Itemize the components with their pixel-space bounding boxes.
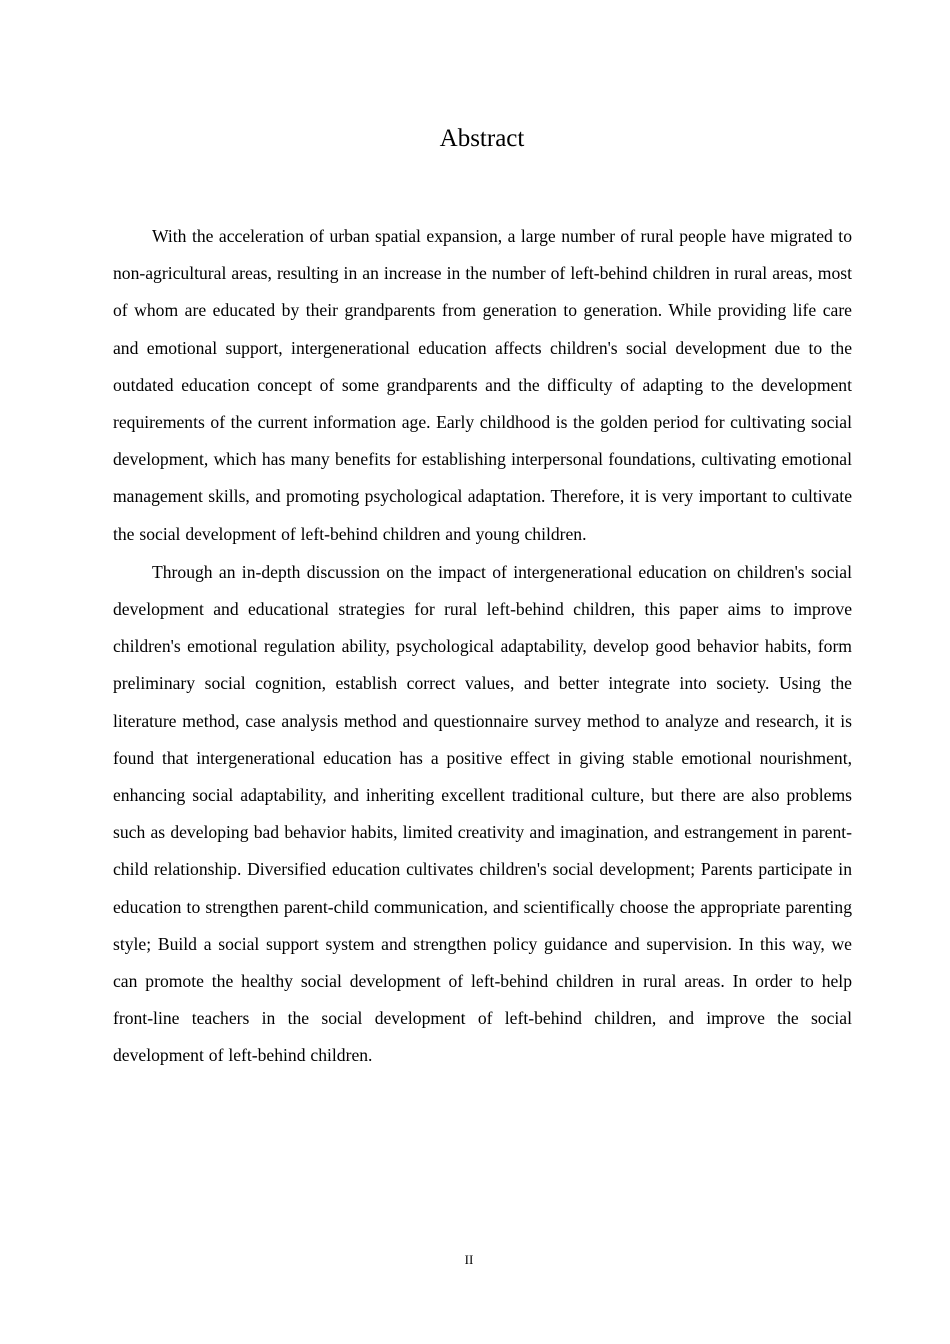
page-title: Abstract <box>439 125 525 152</box>
abstract-paragraph-1: With the acceleration of urban spatial expansion, a large number of rural people have migrated to non-agricultural areas, resulting in an increase in the number of left-behind children in rural areas, most of whom are educated by their grandparents from generation to generation. While providing life care and emotional support, intergenerational education affects children's social development due to the outdated education concept of some grandparents and the difficulty of adapting to the development requirements of the current information age. Early childhood is the golden period for cultivating social development, which has many benefits for establishing interpersonal foundations, cultivating emotional management skills, and promoting psychological adaptation. Therefore, it is very important to cultivate the social development of left-behind children and young children. <box>113 226 852 544</box>
abstract-paragraph-2: Through an in-depth discussion on the impact of intergenerational education on children's social development and educational strategies for rural left-behind children, this paper aims to improve children's emotional regulation ability, psychological adaptability, develop good behavior habits, form preliminary social cognition, establish correct values, and better integrate into society. Using the literature method, case analysis method and questionnaire survey method to analyze and research, it is found that intergenerational education has a positive effect in giving stable emotional nourishment, enhancing social adaptability, and inheriting excellent traditional culture, but there are also problems such as developing bad behavior habits, limited creativity and imagination, and estrangement in parent-child relationship. Diversified education cultivates children's social development; Parents participate in education to strengthen parent-child communication, and scientifically choose the appropriate parenting style; Build a social support system and strengthen policy guidance and supervision. In this way, we can promote the healthy social development of left-behind children in rural areas. In order to help front-line teachers in the social development of left-behind children, and improve the social development of left-behind children. <box>113 561 852 1066</box>
page-number: II <box>464 1252 474 1267</box>
abstract-body <box>113 218 852 1076</box>
